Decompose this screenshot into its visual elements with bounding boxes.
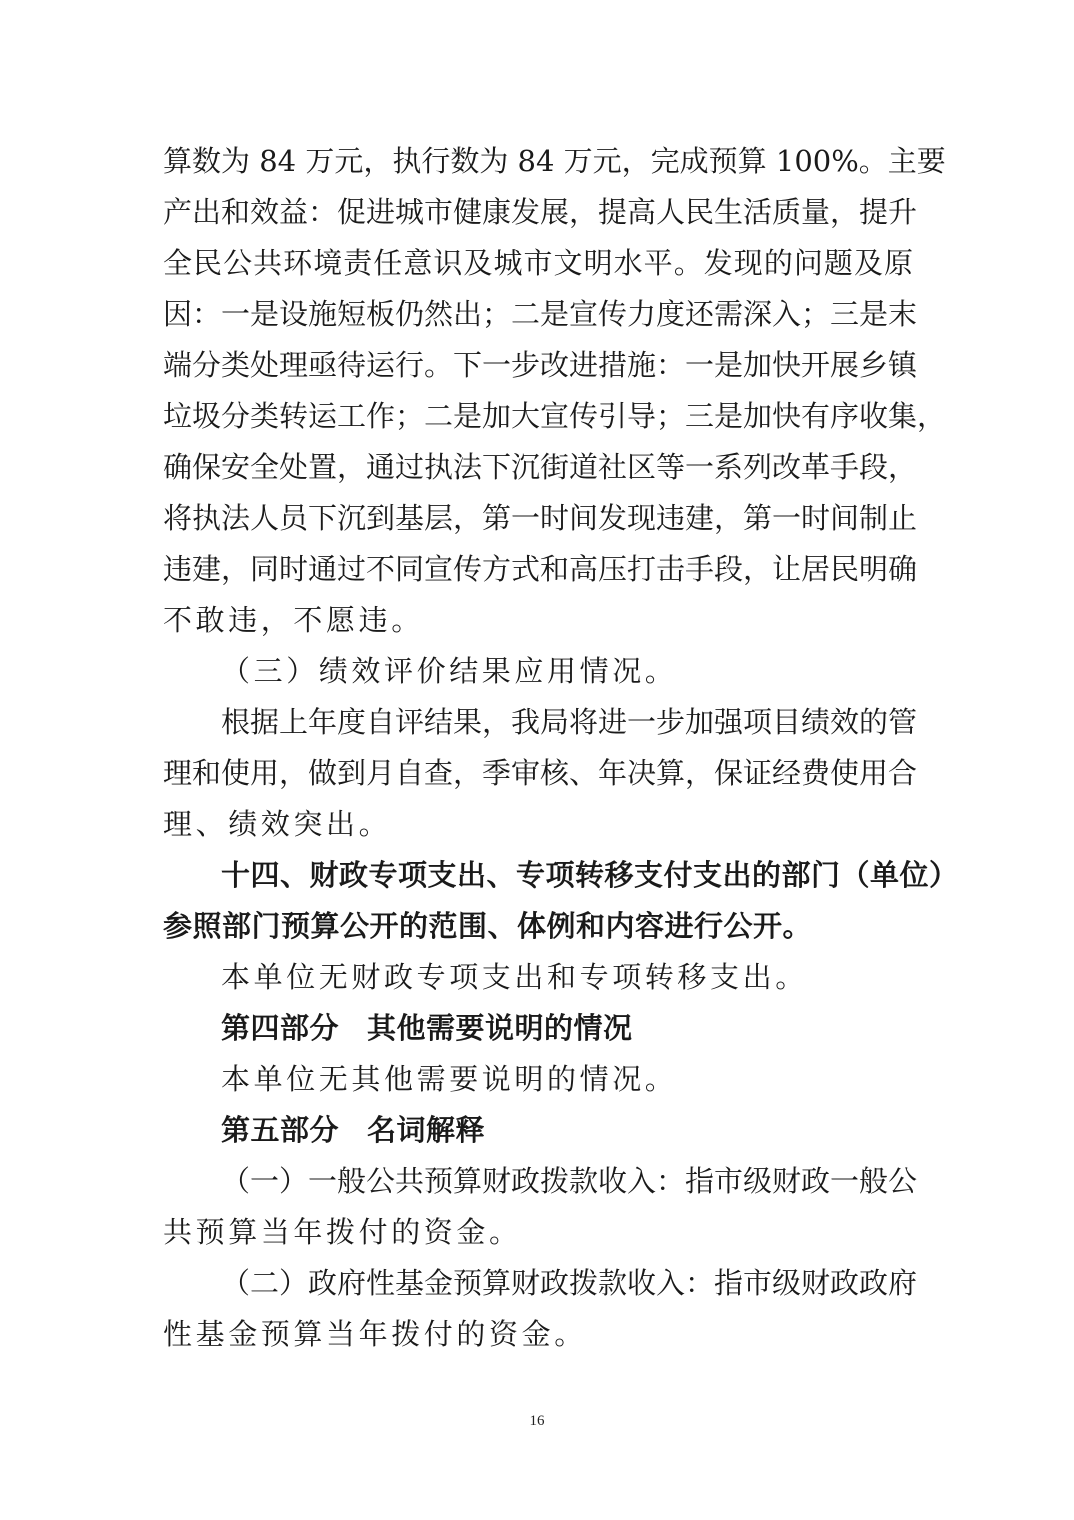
- section-heading-3: （三）绩效评价结果应用情况。: [221, 654, 678, 688]
- text-line: 性基金预算当年拨付的资金。: [163, 1317, 587, 1351]
- part-4-label: 第四部分: [221, 1011, 340, 1045]
- paragraph-performance-result: [163, 136, 947, 646]
- text-line: 算数为 84 万元，执行数为 84 万元，完成预算 100%。主要: [163, 144, 946, 178]
- text-line: （二）政府性基金预算财政拨款收入：指市级财政政府: [221, 1266, 918, 1300]
- heading-section-14: [163, 850, 959, 952]
- part-4-title: 其他需要说明的情况: [367, 1011, 633, 1045]
- text-line: 不敢违，不愿违。: [163, 603, 424, 637]
- text-line: 全民公共环境责任意识及城市文明水平。发现的问题及原: [163, 246, 913, 280]
- part-5-title: 名词解释: [367, 1113, 486, 1147]
- text-line: 将执法人员下沉到基层，第一时间发现违建，第一时间制止: [163, 501, 918, 535]
- text-line: 垃圾分类转运工作；二是加大宣传引导；三是加快有序收集，: [163, 399, 947, 433]
- heading-line: 十四、财政专项支出、专项转移支付支出的部门（单位）: [221, 858, 959, 892]
- text-line: 共预算当年拨付的资金。: [163, 1215, 522, 1249]
- term-government-fund: [163, 1258, 918, 1360]
- text-line: （一）一般公共预算财政拨款收入：指市级财政一般公: [221, 1164, 918, 1198]
- text-line: 根据上年度自评结果，我局将进一步加强项目绩效的管: [221, 705, 918, 739]
- part-4-text: 本单位无其他需要说明的情况。: [221, 1062, 678, 1096]
- text-line: 端分类处理亟待运行。下一步改进措施：一是加快开展乡镇: [163, 348, 918, 382]
- text-line: 确保安全处置，通过执法下沉街道社区等一系列改革手段，: [163, 450, 918, 484]
- document-page: [163, 136, 959, 1360]
- part-4-heading: [163, 1003, 913, 1054]
- page-number: 16: [529, 1413, 545, 1429]
- section-14-text: 本单位无财政专项支出和专项转移支出。: [221, 960, 808, 994]
- text-line: 理和使用，做到月自查，季审核、年决算，保证经费使用合: [163, 756, 918, 790]
- text-line: 违建，同时通过不同宣传方式和高压打击手段，让居民明确: [163, 552, 918, 586]
- text-line: 因：一是设施短板仍然出；二是宣传力度还需深入；三是末: [163, 297, 918, 331]
- part-5-label: 第五部分: [221, 1113, 340, 1147]
- text-line: 产出和效益：促进城市健康发展，提高人民生活质量，提升: [163, 195, 918, 229]
- text-line: 理、绩效突出。: [163, 807, 392, 841]
- part-5-heading: [163, 1105, 913, 1156]
- paragraph-result-application: [163, 697, 918, 850]
- term-general-budget: [163, 1156, 918, 1258]
- heading-line: 参照部门预算公开的范围、体例和内容进行公开。: [163, 909, 813, 943]
